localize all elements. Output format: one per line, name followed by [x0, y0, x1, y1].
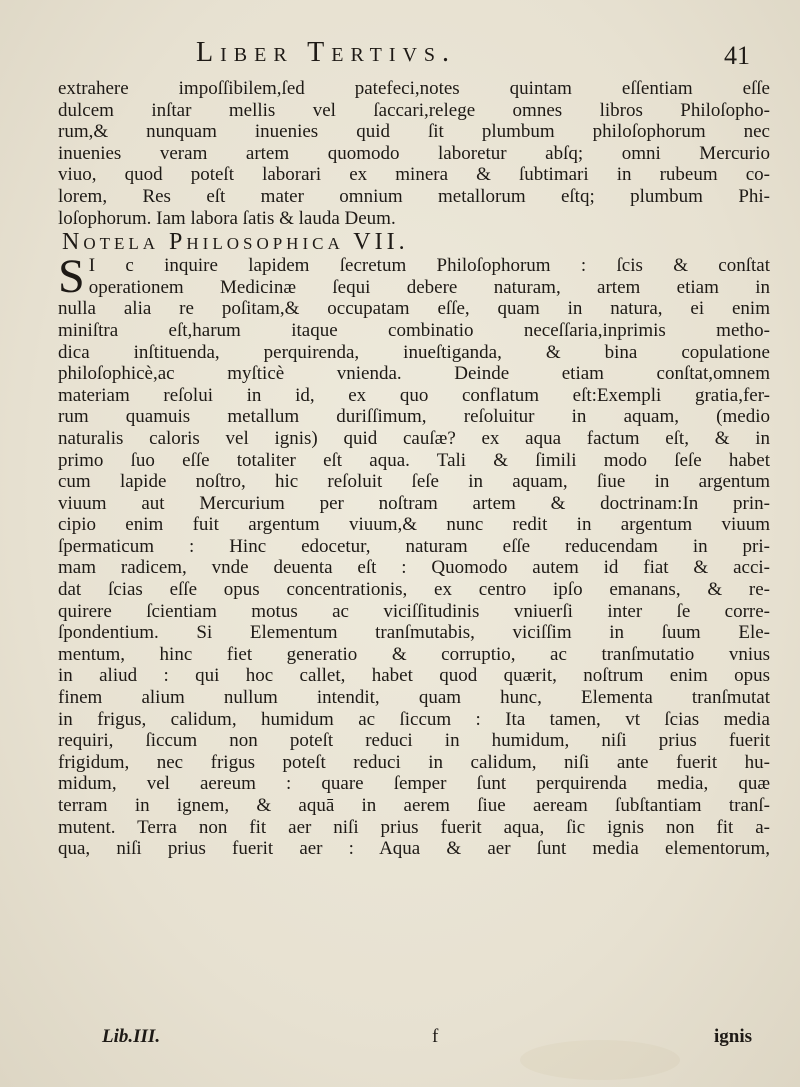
- text-line: philoſophicè,ac myſticè vnienda. Deinde etiam conſtat,omnem: [58, 363, 770, 385]
- text-line: I c inquire lapidem ſecretum Philoſophorum : ſcis & conſtat: [88, 255, 770, 277]
- text-line: quirere ſcientiam motus ac viciſſitudinis vniuerſi inter ſe corre-: [58, 600, 770, 622]
- text-line: qua, niſi prius fuerit aer : Aqua & aer ſunt media elementorum,: [58, 838, 770, 860]
- drop-cap: S: [58, 250, 85, 304]
- text-line: ſpondentium. Si Elementum tranſmutabis, viciſſim in ſuum Ele-: [58, 622, 770, 644]
- text-line: lorem, Res eſt mater omnium metallorum eſtq; plumbum Phi-: [58, 185, 770, 207]
- text-line: mam radicem, vnde deuenta eſt : Quomodo autem id fiat & acci-: [58, 557, 770, 579]
- text-line: cipio enim fuit argentum viuum,& nunc redit in argentum viuum: [58, 514, 770, 536]
- text-line: ſpermaticum : Hinc edocetur, naturam eſſe reducendam in pri-: [58, 535, 770, 557]
- text-line: nulla alia re poſitam,& occupatam eſſe, quam in natura, ei enim: [58, 298, 770, 320]
- text-line: dulcem inſtar mellis vel ſaccari,relege omnes libros Philoſopho-: [58, 99, 770, 121]
- text-line: dica inſtituenda, perquirenda, inueſtiganda, & bina copulatione: [58, 341, 770, 363]
- text-line: mutent. Terra non fit aer niſi prius fuerit aqua, ſic ignis non fit a-: [58, 816, 770, 838]
- text-line: loſophorum. Iam labora ſatis & lauda Deum.: [58, 207, 396, 229]
- text-line: miniſtra eſt,harum itaque combinatio neceſſaria,inprimis metho-: [58, 319, 770, 341]
- paper-stain: [520, 1040, 680, 1080]
- text-line: naturalis caloris vel ignis) quid cauſæ? ex aqua factum eſt, & in: [58, 427, 770, 449]
- page-number: 41: [724, 41, 750, 70]
- text-line: primo ſuo eſſe totaliter eſt aqua. Tali & ſimili modo ſeſe habet: [58, 449, 770, 471]
- text-line: frigidum, nec frigus poteſt reduci in calidum, niſi ante fuerit hu-: [58, 751, 770, 773]
- text-line: inuenies veram artem quomodo laboretur abſq; omni Mercurio: [58, 142, 770, 164]
- text-line: rum,& nunquam inuenies quid ſit plumbum philoſophorum nec: [58, 121, 770, 143]
- text-line: rum quamuis metallum duriſſimum, reſoluitur in aquam, (medio: [58, 406, 770, 428]
- paragraph-notela: [58, 250, 770, 860]
- text-line: midum, vel aereum : quare ſemper ſunt perquirenda media, quæ: [58, 773, 770, 795]
- text-line: viuo, quod poteſt laborari ex minera & ſubtimari in rubeum co-: [58, 164, 770, 186]
- paragraph-continued: [58, 78, 770, 229]
- text-line: viuum aut Mercurium per noſtram artem & doctrinam:In prin-: [58, 492, 770, 514]
- text-line: in aliud : qui hoc callet, habet quod quærit, noſtrum enim opus: [58, 665, 770, 687]
- text-line: operationem Medicinæ ſequi debere naturam, artem etiam in: [88, 276, 770, 298]
- text-line: in frigus, calidum, humidum ac ſiccum : Ita tamen, vt ſcias media: [58, 708, 770, 730]
- text-line: dat ſcias eſſe opus concentrationis, ex centro ipſo emanans, & re-: [58, 579, 770, 601]
- body-text: [58, 78, 770, 860]
- text-line: extrahere impoſſibilem,ſed patefeci,notes quintam eſſentiam eſſe: [58, 78, 770, 99]
- text-line: terram in ignem, & aquā in aerem ſiue aeream ſubſtantiam tranſ-: [58, 795, 770, 816]
- text-line: cum lapide noſtro, hic reſoluit ſeſe in aquam, ſiue in argentum: [58, 471, 770, 493]
- text-line: mentum, hinc fiet generatio & corruptio, ac tranſmutatio vnius: [58, 643, 770, 665]
- text-line: materiam reſolui in id, ex quo conflatum eſt:Exempli gratia,fer-: [58, 384, 770, 406]
- section-heading: Notela Philosophica VII.: [62, 229, 409, 256]
- signature-mark: Lib.III.: [102, 1026, 161, 1047]
- text-line: finem alium nullum intendit, quam hunc, Elementa tranſmutat: [58, 687, 770, 709]
- running-head: Liber Tertivs.: [196, 37, 457, 68]
- catchword: ignis: [714, 1026, 753, 1047]
- signature-letter: f: [432, 1026, 439, 1047]
- text-line: requiri, ſiccum non poteſt reduci in humidum, niſi prius fuerit: [58, 730, 770, 752]
